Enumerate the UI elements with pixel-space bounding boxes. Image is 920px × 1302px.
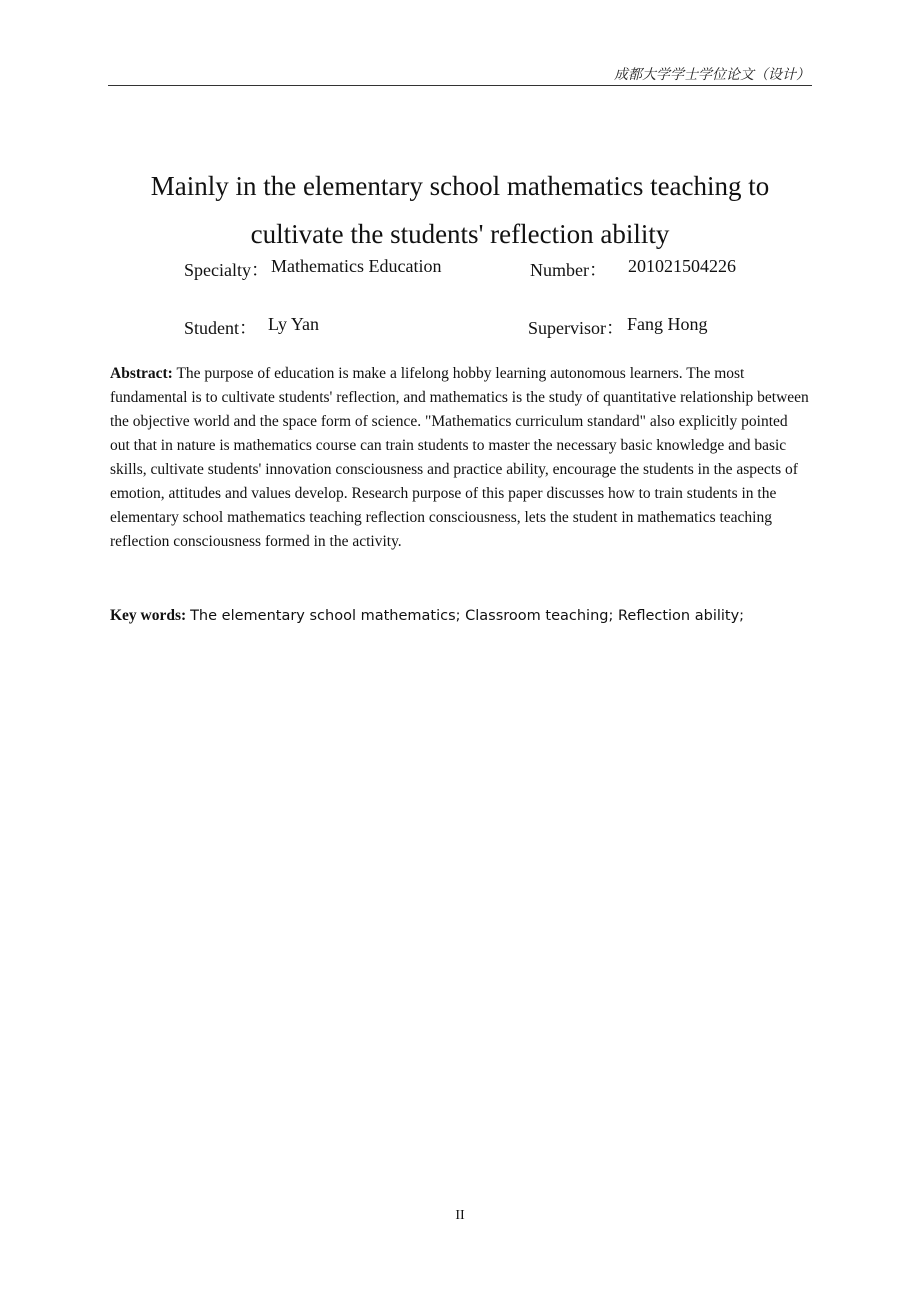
running-header: 成都大学学士学位论文（设计） [614,68,810,83]
abstract-label: Abstract: [110,365,173,382]
paper-title [100,162,820,258]
student-value: Ly Yan [268,314,320,334]
keywords-label: Key words: [110,607,187,624]
header-rule [108,85,812,86]
specialty-value: Mathematics Education [271,256,442,276]
number-value: 201021504226 [628,256,736,276]
supervisor-label: Supervisor： [528,318,624,338]
title-line-1: Mainly in the elementary school mathematics teaching to [150,171,770,201]
abstract [110,362,810,554]
number-label: Number： [530,260,607,280]
keywords [110,606,810,626]
keywords-text: The elementary school mathematics; Classroom teaching; Reflection ability; [190,608,745,624]
specialty-label: Specialty： [184,260,269,280]
title-line-2: cultivate the students' reflection ability [250,219,670,249]
student-label: Student： [184,318,258,338]
page-number: II [455,1208,465,1223]
supervisor-value: Fang Hong [627,314,708,334]
abstract-text: The purpose of education is make a lifelong hobby learning autonomous learners. The most fundamental is to cultivate students' reflection, and mathematics is the study of quantitative relationship between the objective world and the space form of science. "Mathematics curriculum standard" also explicitly pointed out that in nature is mathematics course can train students to master the necessary basic knowledge and basic skills, cultivate students' innovation consciousness and practice ability, encourage the students in the aspects of emotion, attitudes and values develop. Research purpose of this paper discusses how to train students in the elementary school mathematics teaching reflection consciousness, lets the student in mathematics teaching reflection consciousness formed in the activity. [110,365,809,550]
